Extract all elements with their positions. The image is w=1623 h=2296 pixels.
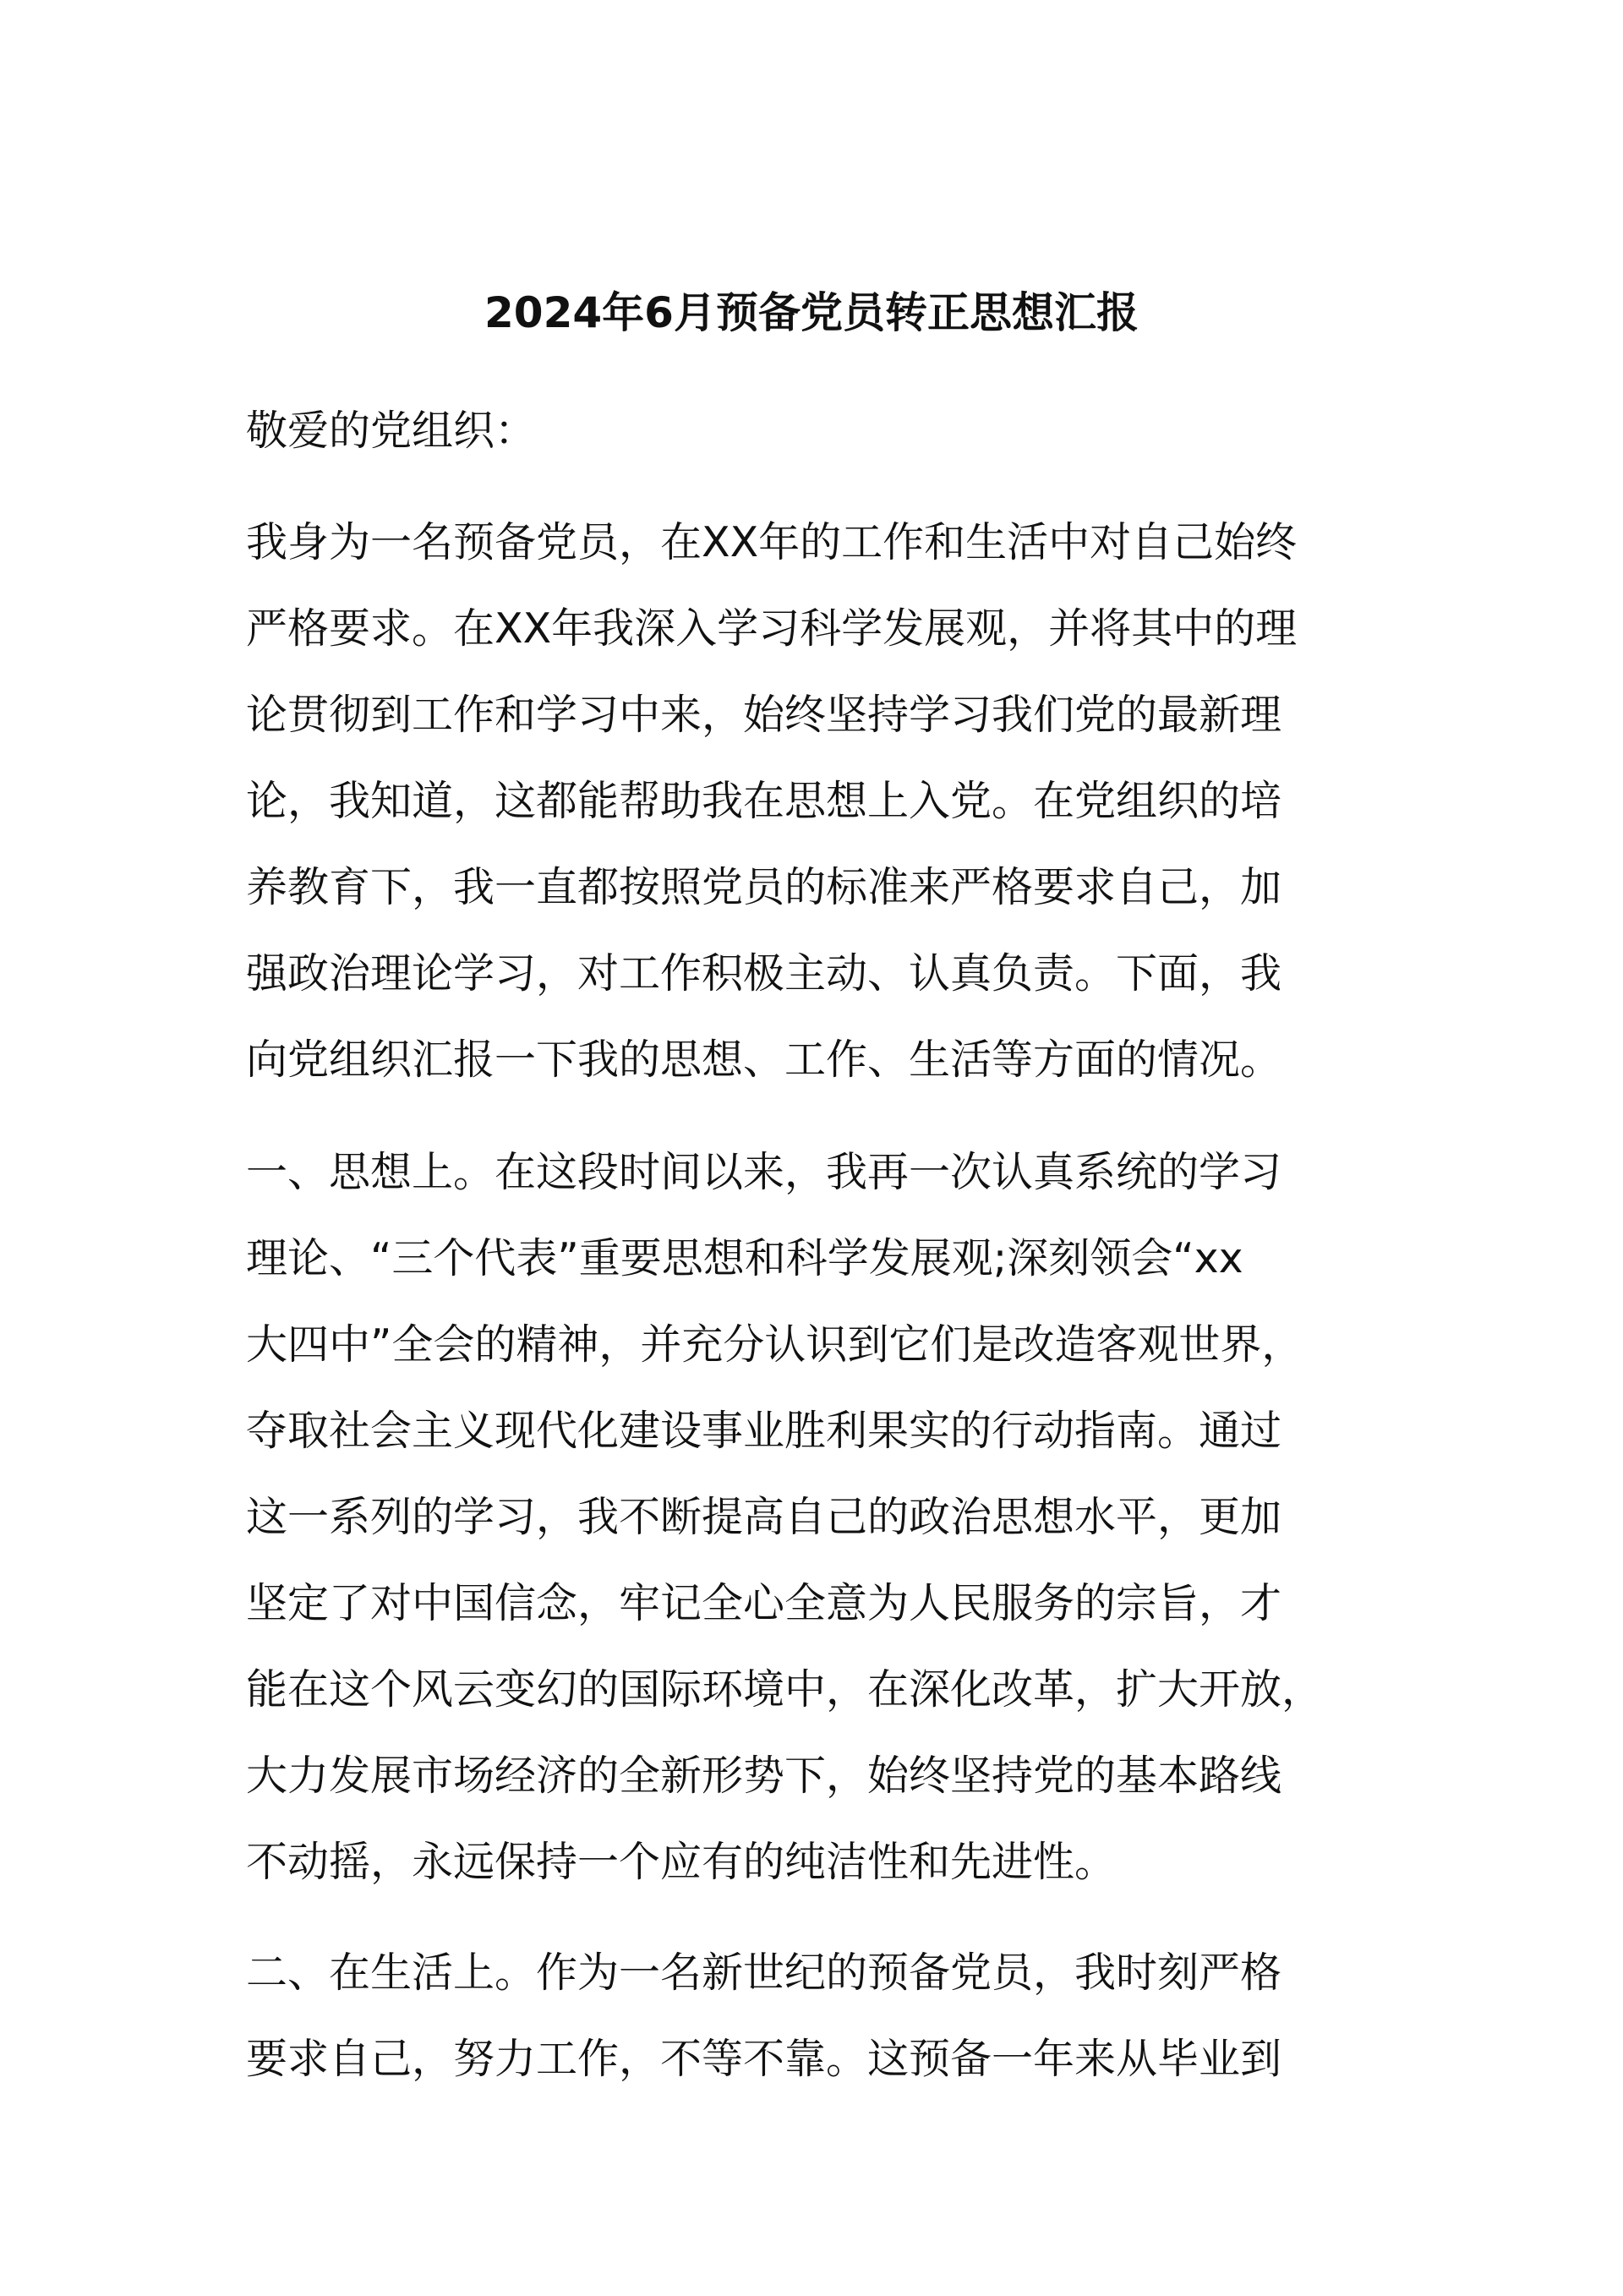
paragraph-line: 坚定了对中国信念，牢记全心全意为人民服务的宗旨，才	[246, 1579, 1282, 1627]
paragraph-intro	[246, 500, 1379, 1103]
paragraph-line: 一、思想上。在这段时间以来，我再一次认真系统的学习	[246, 1148, 1282, 1196]
paragraph-line: 强政治理论学习，对工作积极主动、认真负责。下面，我	[246, 949, 1282, 998]
paragraph-line: 二、在生活上。作为一名新世纪的预备党员，我时刻严格	[246, 1949, 1282, 1997]
document-title: 2024年6月预备党员转正思想汇报	[484, 288, 1139, 337]
paragraph-line: 大四中”全会的精神，并充分认识到它们是改造客观世界，	[246, 1320, 1303, 1369]
paragraph-life	[246, 1930, 1379, 2102]
paragraph-line: 论，我知道，这都能帮助我在思想上入党。在党组织的培	[246, 777, 1282, 825]
paragraph-line: 严格要求。在XX年我深入学习科学发展观，并将其中的理	[246, 604, 1298, 653]
paragraph-line: 夺取社会主义现代化建设事业胜利果实的行动指南。通过	[246, 1407, 1282, 1455]
paragraph-line: 我身为一名预备党员，在XX年的工作和生活中对自己始终	[246, 518, 1298, 566]
salutation: 敬爱的党组织：	[246, 407, 537, 455]
paragraph-line: 大力发展市场经济的全新形势下，始终坚持党的基本路线	[246, 1752, 1282, 1800]
paragraph-line: 向党组织汇报一下我的思想、工作、生活等方面的情况。	[246, 1036, 1282, 1084]
paragraph-line: 这一系列的学习，我不断提高自己的政治思想水平，更加	[246, 1493, 1282, 1541]
paragraph-line: 理论、“三个代表”重要思想和科学发展观;深刻领会“xx	[246, 1234, 1243, 1282]
paragraph-line: 养教育下，我一直都按照党员的标准来严格要求自己，加	[246, 863, 1282, 911]
paragraph-thought	[246, 1129, 1379, 1905]
paragraph-line: 能在这个风云变幻的国际环境中，在深化改革，扩大开放，	[246, 1665, 1324, 1714]
paragraph-line: 论贯彻到工作和学习中来，始终坚持学习我们党的最新理	[246, 691, 1282, 739]
paragraph-line: 要求自己，努力工作，不等不靠。这预备一年来从毕业到	[246, 2035, 1282, 2083]
paragraph-line: 不动摇，永远保持一个应有的纯洁性和先进性。	[246, 1838, 1117, 1886]
